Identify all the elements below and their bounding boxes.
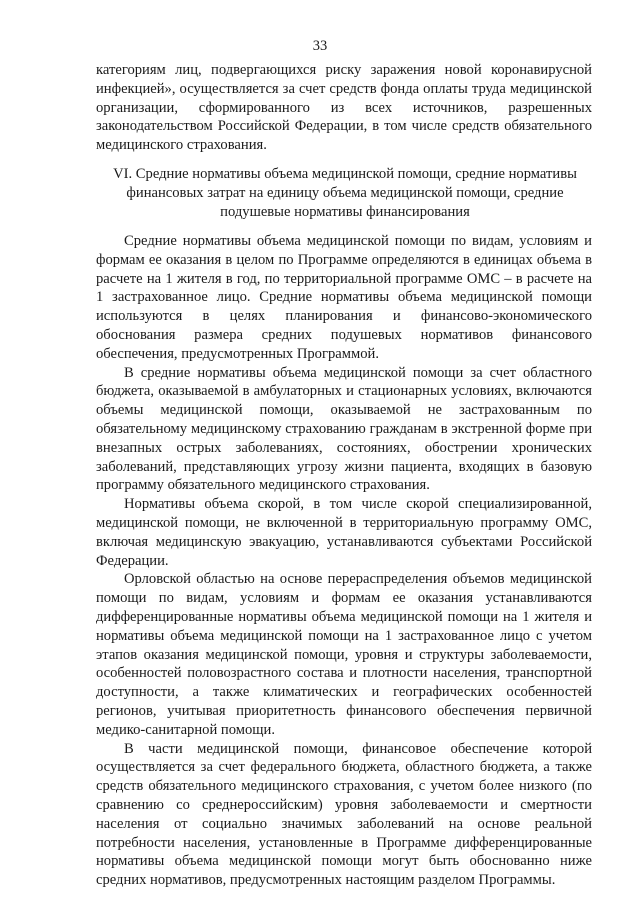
intro-paragraph: категориям лиц, подвергающихся риску заражения новой коронавирусной инфекцией», осуществляется за счет средств фонда оплаты труда медицинской организации, сформированного из всех источников, разрешенных законодательством Российской Федерации, в том числе средств обязательного медицинского страхования. (96, 62, 592, 154)
paragraph-5: В части медицинской помощи, финансовое обеспечение которой осуществляется за счет федерального бюджета, областного бюджета, а также средств обязательного медицинского страхования, с учетом более низкого (по сравнению со среднероссийским) уровня заболеваемости и смертности населения от социально значимых заболеваний на основе реальной потребности населения, установленные в Программе дифференцированные нормативы объема медицинской помощи могут быть обоснованно ниже средних нормативов, предусмотренных настоящим разделом Программы. (96, 740, 592, 889)
section-body (96, 232, 592, 890)
page-number: 33 (312, 38, 328, 54)
paragraph-2: В средние нормативы объема медицинской помощи за счет областного бюджета, оказываемой в амбулаторных и стационарных условиях, включаются объемы медицинской помощи, оказываемой не застрахованным по обязательному медицинскому страхованию гражданам в экстренной форме при внезапных острых заболеваниях, состояниях, обострении хронических заболеваний, представляющих угрозу жизни пациента, входящих в базовую программу обязательного медицинского страхования. (96, 364, 592, 494)
paragraph-3: Нормативы объема скорой, в том числе скорой специализированной, медицинской помощи, не включенной в территориальную программу ОМС, включая медицинскую эвакуацию, устанавливаются субъектами Российской Федерации. (96, 496, 592, 569)
paragraph-1: Средние нормативы объема медицинской помощи по видам, условиям и формам ее оказания в целом по Программе определяются в единицах объема в расчете на 1 жителя в год, по территориальной программе ОМС – в расчете на 1 застрахованное лицо. Средние нормативы объема медицинской помощи используются в целях планирования и финансово-экономического обоснования размера средних подушевых нормативов финансового обеспечения, предусмотренных Программой. (96, 233, 592, 362)
intro-text-block (96, 61, 592, 155)
paragraph-4: Орловской областью на основе перераспределения объемов медицинской помощи по видам, условиям и формам ее оказания устанавливаются дифференцированные нормативы объема медицинской помощи на 1 жителя и нормативы объема медицинской помощи на 1 застрахованное лицо с учетом этапов оказания медицинской помощи, уровня и структуры заболеваемости, особенностей половозрастного состава и плотности населения, транспортной доступности, а также климатических и географических особенностей регионов, учитывая приоритетность финансового обеспечения первичной медико-санитарной помощи. (96, 571, 592, 738)
section-title: VI. Средние нормативы объема медицинской помощи, средние нормативы финансовых затрат на единицу объема медицинской помощи, средние подушевые нормативы финансирования (113, 166, 577, 220)
